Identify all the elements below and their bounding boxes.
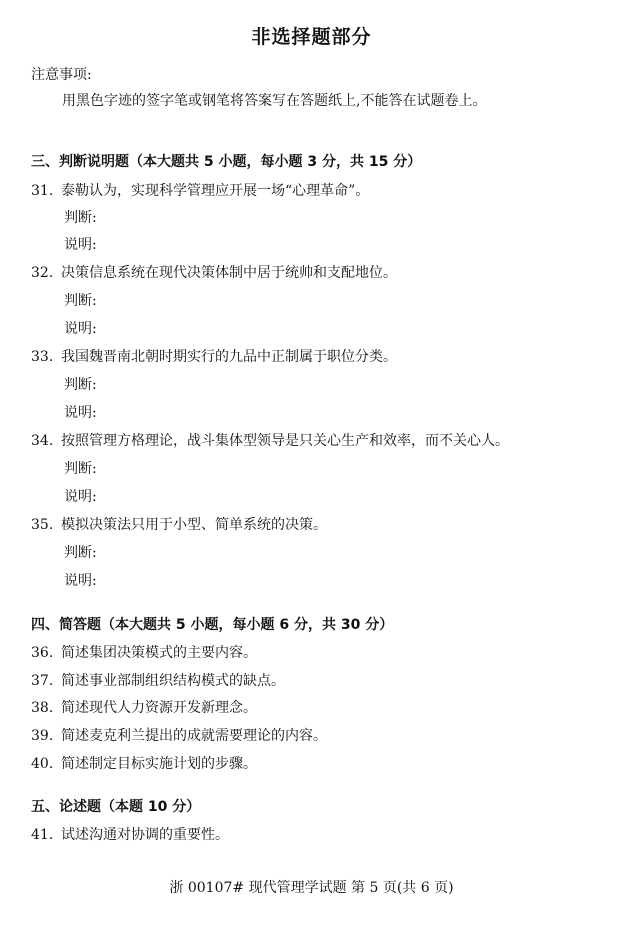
notice-text: 用黑色字迹的签字笔或钢笔将答案写在答题纸上,不能答在试题卷上。	[62, 93, 487, 109]
question-number: 37.	[31, 673, 54, 689]
question-number: 36.	[31, 645, 54, 661]
question-39	[31, 727, 327, 745]
question-text: 模拟决策法只用于小型、简单系统的决策。	[61, 517, 327, 533]
question-35	[31, 516, 327, 534]
question-text: 简述麦克利兰提出的成就需要理论的内容。	[61, 728, 327, 744]
explain-label: 说明:	[64, 573, 97, 589]
question-32	[31, 264, 397, 282]
question-text: 决策信息系统在现代决策体制中居于统帅和支配地位。	[61, 265, 397, 281]
judge-label: 判断:	[64, 210, 97, 226]
question-number: 35.	[31, 517, 54, 533]
question-text: 泰勒认为，实现科学管理应开展一场“心理革命”。	[61, 183, 370, 199]
question-text: 试述沟通对协调的重要性。	[61, 827, 229, 843]
judge-label: 判断:	[64, 545, 97, 561]
section-5-heading: 五、论述题（本题 10 分）	[31, 799, 201, 815]
question-number: 38.	[31, 700, 54, 716]
judge-label: 判断:	[64, 377, 97, 393]
question-number: 34.	[31, 433, 54, 449]
judge-label: 判断:	[64, 461, 97, 477]
explain-label: 说明:	[64, 405, 97, 421]
question-text: 简述制定目标实施计划的步骤。	[61, 756, 257, 772]
question-number: 41.	[31, 827, 54, 843]
page-title: 非选择题部分	[251, 26, 372, 48]
question-number: 31.	[31, 183, 54, 199]
question-text: 我国魏晋南北朝时期实行的九品中正制属于职位分类。	[61, 349, 397, 365]
question-33	[31, 348, 397, 366]
question-36	[31, 644, 257, 662]
question-34	[31, 432, 509, 450]
section-4-heading: 四、简答题（本大题共 5 小题，每小题 6 分，共 30 分）	[31, 617, 394, 633]
section-3-heading: 三、判断说明题（本大题共 5 小题，每小题 3 分，共 15 分）	[31, 154, 422, 170]
notice-heading: 注意事项:	[31, 67, 92, 83]
page-footer: 浙 00107# 现代管理学试题 第 5 页(共 6 页)	[169, 880, 454, 896]
question-text: 简述现代人力资源开发新理念。	[61, 700, 257, 716]
question-number: 39.	[31, 728, 54, 744]
question-text: 简述集团决策模式的主要内容。	[61, 645, 257, 661]
question-41	[31, 826, 229, 844]
question-number: 32.	[31, 265, 54, 281]
explain-label: 说明:	[64, 489, 97, 505]
question-40	[31, 755, 257, 773]
question-number: 40.	[31, 756, 54, 772]
question-number: 33.	[31, 349, 54, 365]
question-text: 简述事业部制组织结构模式的缺点。	[61, 673, 285, 689]
question-text: 按照管理方格理论，战斗集体型领导是只关心生产和效率，而不关心人。	[61, 433, 509, 449]
question-38	[31, 699, 257, 717]
explain-label: 说明:	[64, 237, 97, 253]
question-31	[31, 182, 369, 200]
explain-label: 说明:	[64, 321, 97, 337]
judge-label: 判断:	[64, 293, 97, 309]
question-37	[31, 672, 285, 690]
